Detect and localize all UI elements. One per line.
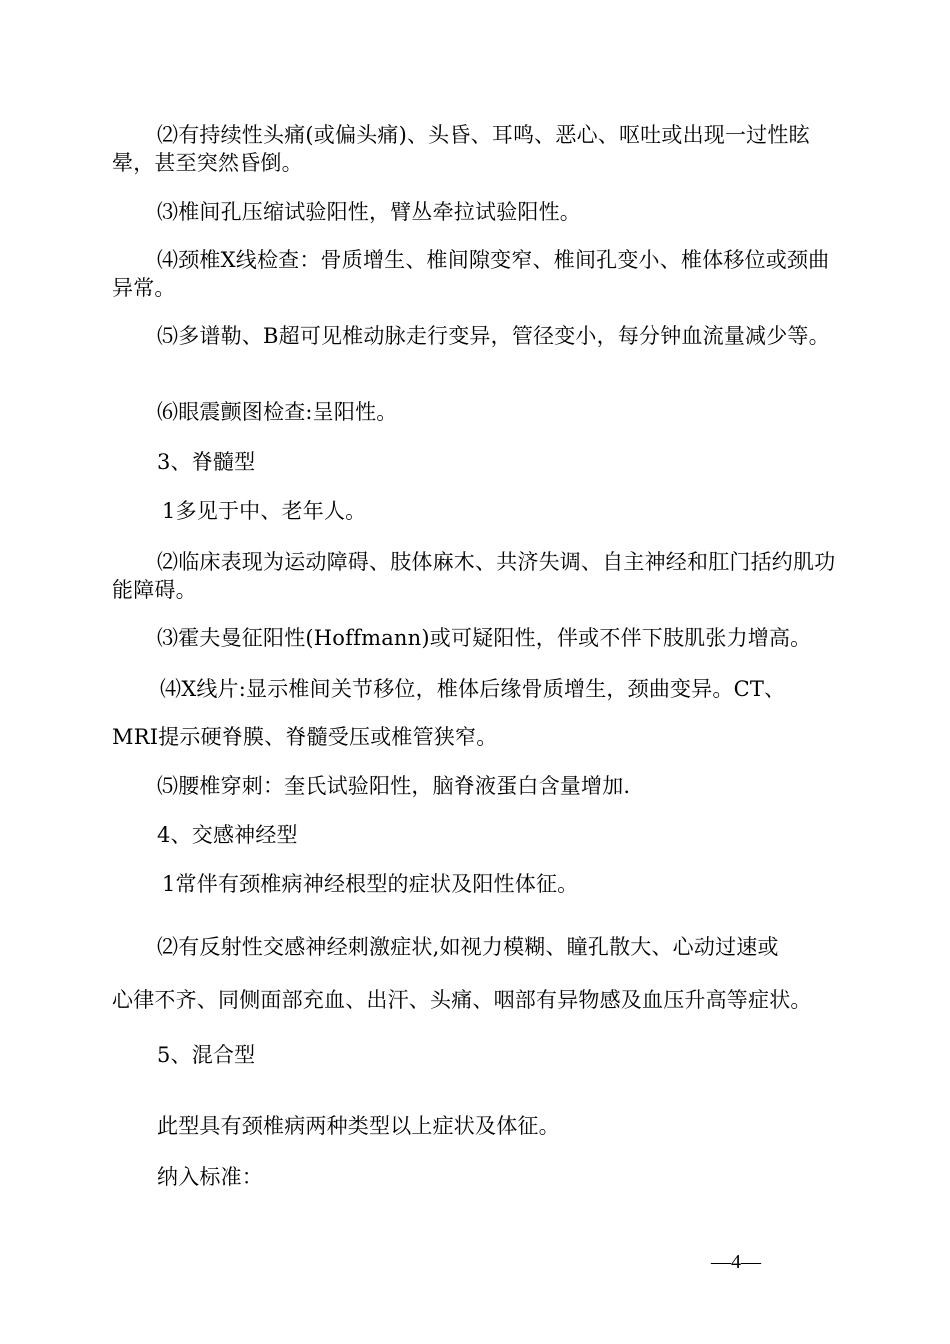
page-number: —4— <box>711 1251 761 1273</box>
paragraph-xray-film: ⑷X线片:显示椎间关节移位，椎体后缘骨质增生，颈曲变异。CT、 <box>160 677 786 701</box>
paragraph-reflex-symptoms: ⑵有反射性交感神经刺激症状,如视力模糊、瞳孔散大、心动过速或 <box>157 935 779 959</box>
paragraph-age: 1多见于中、老年人。 <box>162 499 367 523</box>
paragraph-mixed-description: 此型具有颈椎病两种类型以上症状及体征。 <box>157 1114 560 1138</box>
paragraph-xray-exam: ⑷颈椎X线检查：骨质增生、椎间隙变窄、椎间孔变小、椎体移位或颈曲异常。 <box>112 248 830 300</box>
paragraph-hoffmann: ⑶霍夫曼征阳性(Hoffmann)或可疑阳性，伴或不伴下肢肌张力增高。 <box>157 626 812 650</box>
paragraph-lumbar-puncture: ⑸腰椎穿刺：奎氏试验阳性，脑脊液蛋白含量增加. <box>157 774 631 798</box>
paragraph-vertebral-symptoms: ⑵有持续性头痛(或偏头痛)、头昏、耳鸣、恶心、呕吐或出现一过性眩晕，甚至突然昏倒。 <box>112 123 810 175</box>
paragraph-mri: MRI提示硬脊膜、脊髓受压或椎管狭窄。 <box>112 725 498 749</box>
paragraph-nystagmus: ⑹眼震颤图检查:呈阳性。 <box>157 400 398 424</box>
heading-myelopathy-type: 3、脊髓型 <box>157 450 256 474</box>
paragraph-doppler: ⑸多谱勒、B超可见椎动脉走行变异，管径变小，每分钟血流量减少等。 <box>157 324 830 348</box>
paragraph-clinical-signs: ⑵临床表现为运动障碍、肢体麻木、共济失调、自主神经和肛门括约肌功能障碍。 <box>112 550 836 602</box>
heading-sympathetic-type: 4、交感神经型 <box>157 823 298 847</box>
paragraph-radiculopathy-signs: 1常伴有颈椎病神经根型的症状及阳性体征。 <box>162 872 579 896</box>
paragraph-reflex-symptoms-cont: 心律不齐、同侧面部充血、出汗、头痛、咽部有异物感及血压升高等症状。 <box>112 988 812 1012</box>
heading-mixed-type: 5、混合型 <box>157 1043 256 1067</box>
heading-inclusion-criteria: 纳入标准： <box>157 1165 263 1189</box>
paragraph-foramen-test: ⑶椎间孔压缩试验阳性，臂丛牵拉试验阳性。 <box>157 200 581 224</box>
